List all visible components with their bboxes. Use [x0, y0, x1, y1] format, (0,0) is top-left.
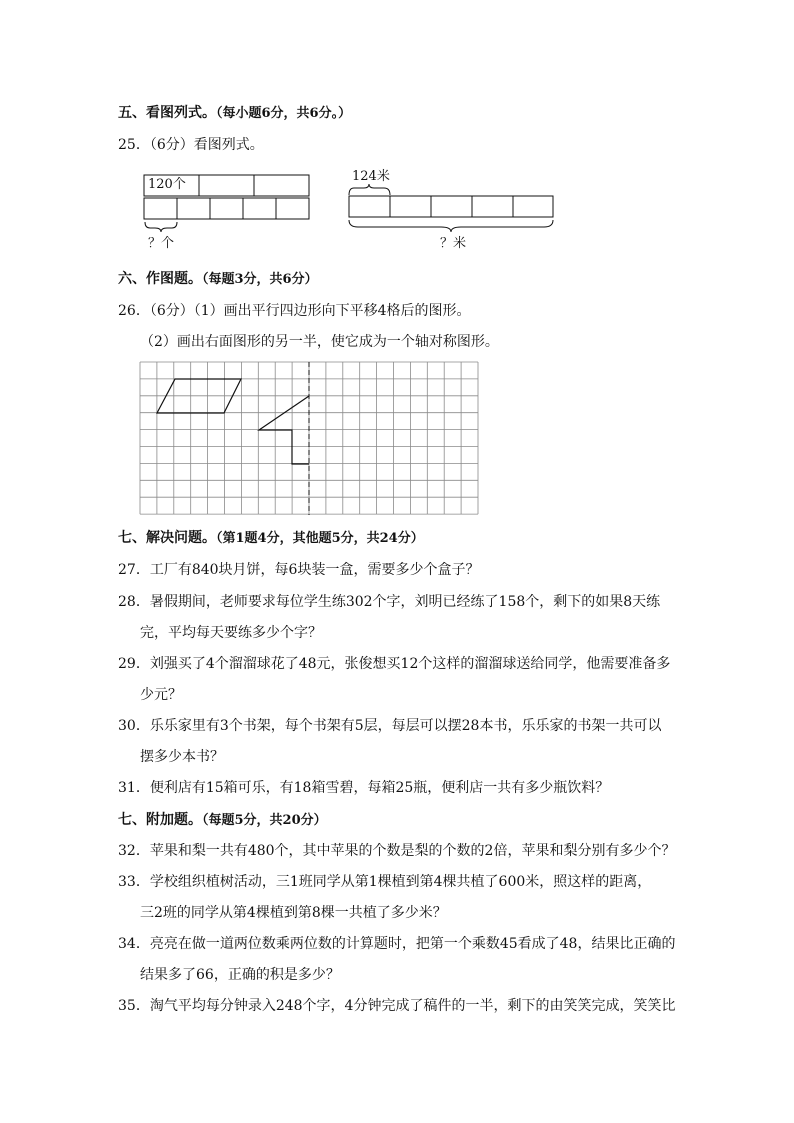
- diagram-2-top-label: 124米: [352, 169, 390, 184]
- question-29-line-1: 29．刘强买了4个溜溜球花了48元，张俊想买12个这样的溜溜球送给同学，他需要准备多: [118, 656, 671, 672]
- section-6-note: （每题3分，共6分）: [202, 272, 318, 287]
- question-33-line-2: 三2班的同学从第4棵植到第8棵一共植了多少米？: [140, 905, 447, 921]
- bonus-section-note: （每题5分，共20分）: [202, 813, 327, 828]
- diagram-1-bottom-label: ？个: [148, 236, 175, 251]
- question-27: 27．工厂有840块月饼，每6块装一盒，需要多少个盒子？: [118, 562, 480, 578]
- question-26-line-2: （2）画出右面图形的另一半，使它成为一个轴对称图形。: [140, 334, 499, 350]
- question-35-line-1: 35．淘气平均每分钟录入248个字，4分钟完成了稿件的一半，剩下的由笑笑完成，笑笑比: [118, 998, 676, 1014]
- question-30-line-2: 摆多少本书？: [140, 749, 224, 765]
- top-box-2: [199, 175, 254, 196]
- seg-box-1: [349, 196, 390, 217]
- seg-box-3: [431, 196, 472, 217]
- question-32: 32．苹果和梨一共有480个，其中苹果的个数是梨的个数的2倍，苹果和梨分别有多少个？: [118, 843, 676, 859]
- question-34-line-1: 34．亮亮在做一道两位数乘两位数的计算题时，把第一个乘数45看成了48，结果比正确的: [118, 936, 676, 952]
- brace-top: [349, 184, 390, 195]
- question-28-line-2: 完，平均每天要练多少个字？: [140, 625, 322, 641]
- section-7-heading: [118, 529, 424, 548]
- question-33-line-1: 33．学校组织植树活动，三1班同学从第1棵植到第4棵共植了600米，照这样的距离，: [118, 874, 652, 890]
- bar-diagram-2: [349, 184, 553, 232]
- question-28-line-1: 28．暑假期间，老师要求每位学生练302个字，刘明已经练了158个，剩下的如果8天练: [118, 594, 661, 610]
- section-7-note: （第1题4分，其他题5分，共24分）: [216, 531, 424, 546]
- section-5-note: （每小题6分，共6分。）: [216, 106, 352, 121]
- grid-figures: [157, 362, 309, 515]
- brace-bottom: [349, 220, 553, 232]
- seg-box-5: [513, 196, 553, 217]
- bonus-section-heading: [118, 811, 327, 830]
- bottom-box-2: [177, 198, 210, 219]
- bonus-section-title: 七、附加题。: [118, 812, 202, 828]
- diagram-2-bottom-label: ？米: [440, 236, 467, 251]
- question-26-line-1: 26．（6分）（1）画出平行四边形向下平移4格后的图形。: [118, 303, 471, 319]
- bottom-box-1: [144, 198, 177, 219]
- seg-box-4: [472, 196, 513, 217]
- section-6-heading: [118, 270, 318, 289]
- section-7-title: 七、解决问题。: [118, 530, 216, 546]
- bottom-box-3: [210, 198, 243, 219]
- question-29-line-2: 少元？: [140, 687, 182, 703]
- bottom-box-4: [243, 198, 276, 219]
- seg-box-2: [390, 196, 431, 217]
- section-5-title: 五、看图列式。: [118, 105, 216, 121]
- brace-1: [145, 222, 177, 232]
- question-34-line-2: 结果多了66，正确的积是多少？: [140, 967, 340, 983]
- question-25: 25．（6分）看图列式。: [118, 137, 264, 153]
- top-box-3: [254, 175, 309, 196]
- section-6-title: 六、作图题。: [118, 271, 202, 287]
- bottom-box-5: [276, 198, 309, 219]
- question-30-line-1: 30．乐乐家里有3个书架，每个书架有5层，每层可以摆28本书，乐乐家的书架一共可以: [118, 718, 662, 734]
- diagram-1-top-label: 120个: [148, 177, 186, 192]
- question-31: 31．便利店有15箱可乐，有18箱雪碧，每箱25瓶，便利店一共有多少瓶饮料？: [118, 780, 610, 796]
